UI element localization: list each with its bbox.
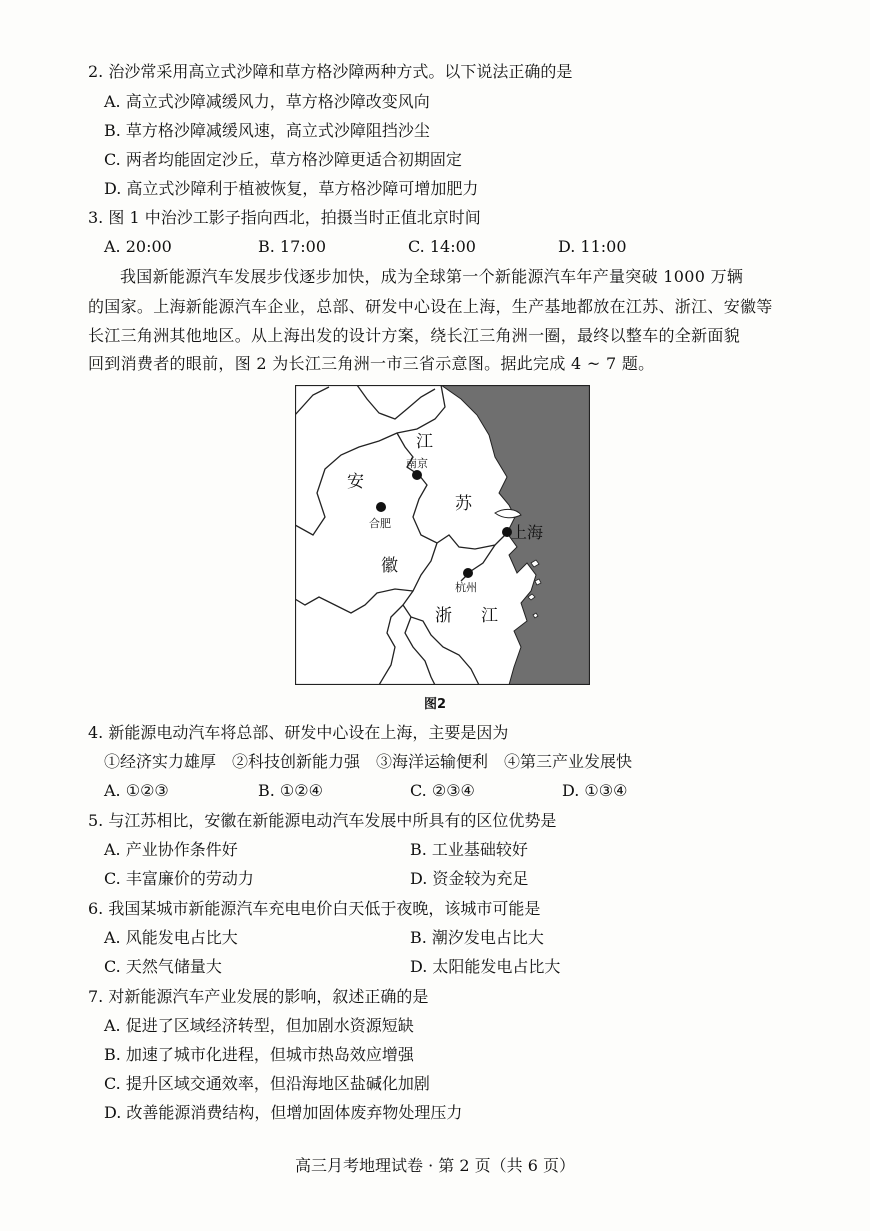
map-label-nanjing: 南京 (406, 457, 428, 470)
map-label-jiang-bottom: 江 (481, 606, 498, 626)
q6-stem: 6. 我国某城市新能源汽车充电电价白天低于夜晚，该城市可能是 (88, 899, 541, 918)
map-label-hangzhou: 杭州 (455, 581, 477, 594)
q5-option-c: C. 丰富廉价的劳动力 (104, 869, 254, 888)
q5-option-d: D. 资金较为充足 (410, 869, 529, 888)
q2-option-d: D. 高立式沙障利于植被恢复，草方格沙障可增加肥力 (104, 179, 479, 198)
q6-option-d: D. 太阳能发电占比大 (410, 957, 561, 976)
q4-option-b: B. ①②④ (258, 781, 323, 800)
q2-option-b: B. 草方格沙障减缓风速，高立式沙障阻挡沙尘 (104, 121, 430, 140)
passage-line-4: 回到消费者的眼前，图 2 为长江三角洲一市三省示意图。据此完成 4 ~ 7 题。 (88, 354, 655, 373)
q7-option-d: D. 改善能源消费结构，但增加固体废弃物处理压力 (104, 1103, 463, 1122)
passage-line-2: 的国家。上海新能源汽车企业，总部、研发中心设在上海，生产基地都放在江苏、浙江、安徽等 (88, 297, 773, 316)
q3-option-d: D. 11:00 (558, 237, 627, 256)
map-label-an: 安 (347, 472, 364, 492)
map-svg (295, 385, 590, 685)
q3-option-b: B. 17:00 (258, 237, 327, 256)
hefei-city-marker (376, 502, 386, 512)
map-label-jiang-top: 江 (416, 432, 433, 452)
q2-stem: 2. 治沙常采用高立式沙障和草方格沙障两种方式。以下说法正确的是 (88, 62, 573, 81)
q4-items: ①经济实力雄厚 ②科技创新能力强 ③海洋运输便利 ④第三产业发展快 (104, 752, 633, 771)
yangtze-delta-map (295, 385, 590, 685)
q5-stem: 5. 与江苏相比，安徽在新能源电动汽车发展中所具有的区位优势是 (88, 811, 557, 830)
q4-option-c: C. ②③④ (410, 781, 475, 800)
passage-line-3: 长江三角洲其他地区。从上海出发的设计方案，绕长江三角洲一圈，最终以整车的全新面貌 (88, 326, 741, 345)
nanjing-city-marker (412, 470, 422, 480)
q7-stem: 7. 对新能源汽车产业发展的影响，叙述正确的是 (88, 987, 429, 1006)
q4-option-a: A. ①②③ (104, 781, 169, 800)
page-footer: 高三月考地理试卷 · 第 2 页（共 6 页） (295, 1156, 575, 1175)
q3-stem: 3. 图 1 中治沙工影子指向西北，拍摄当时正值北京时间 (88, 208, 481, 227)
figure-caption: 图2 (423, 697, 447, 712)
map-label-hui: 徽 (381, 556, 398, 576)
q3-option-a: A. 20:00 (104, 237, 172, 256)
q4-stem: 4. 新能源电动汽车将总部、研发中心设在上海，主要是因为 (88, 723, 509, 742)
q7-option-b: B. 加速了城市化进程，但城市热岛效应增强 (104, 1045, 414, 1064)
map-label-shanghai: 上海 (511, 523, 544, 542)
map-label-su: 苏 (455, 494, 472, 514)
q4-option-d: D. ①③④ (562, 781, 628, 800)
q6-option-b: B. 潮汐发电占比大 (410, 928, 544, 947)
q2-option-c: C. 两者均能固定沙丘，草方格沙障更适合初期固定 (104, 150, 462, 169)
map-label-zhe: 浙 (435, 606, 452, 626)
q5-option-b: B. 工业基础较好 (410, 840, 528, 859)
q6-option-a: A. 风能发电占比大 (104, 928, 238, 947)
map-label-hefei: 合肥 (369, 517, 391, 530)
q6-option-c: C. 天然气储量大 (104, 957, 222, 976)
q3-option-c: C. 14:00 (408, 237, 476, 256)
passage-line-1: 我国新能源汽车发展步伐逐步加快，成为全球第一个新能源汽车年产量突破 1000 万辆 (120, 267, 744, 286)
q7-option-c: C. 提升区域交通效率，但沿海地区盐碱化加剧 (104, 1074, 430, 1093)
q7-option-a: A. 促进了区域经济转型，但加剧水资源短缺 (104, 1016, 414, 1035)
q5-option-a: A. 产业协作条件好 (104, 840, 238, 859)
hangzhou-city-marker (463, 568, 473, 578)
q2-option-a: A. 高立式沙障减缓风力，草方格沙障改变风向 (104, 92, 430, 111)
